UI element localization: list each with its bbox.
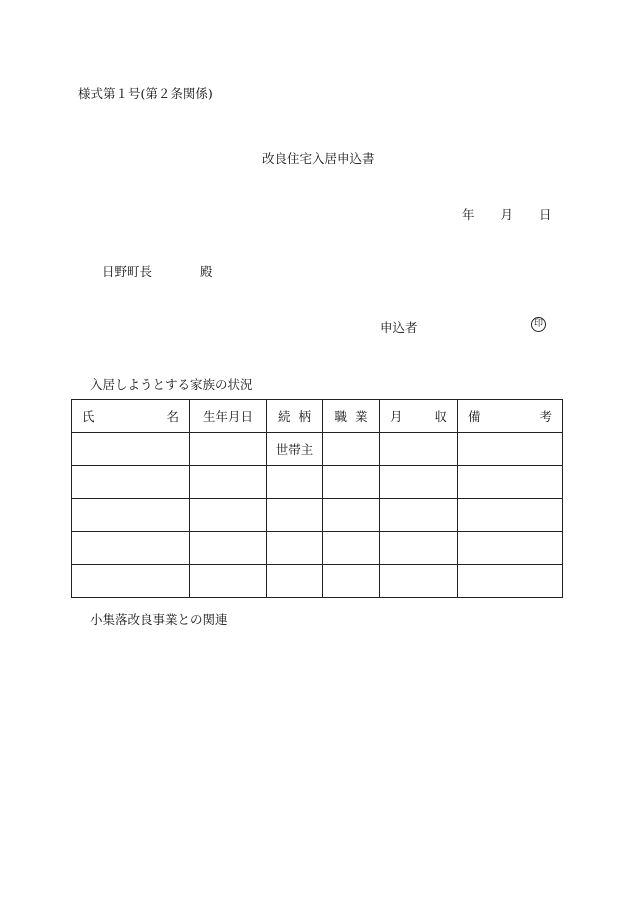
table-cell[interactable] [380,565,458,598]
header-name-char-1: 氏 [82,409,95,424]
header-relation-char-1: 続 [277,409,291,424]
header-name [72,400,190,433]
family-section-heading: 入居しようとする家族の状況 [90,377,253,392]
header-occupation [323,400,380,433]
related-section-heading: 小集落改良事業との関連 [90,612,228,627]
header-birthdate-label: 生年月日 [202,409,253,424]
table-cell[interactable] [72,532,190,565]
table-row [72,433,563,466]
form-number: 様式第１号(第２条関係) [78,86,213,101]
table-cell[interactable] [458,565,563,598]
date-line [462,205,552,223]
header-relation-char-2: 柄 [298,409,312,424]
header-relation [267,400,323,433]
table-cell[interactable] [380,532,458,565]
header-remarks [458,400,563,433]
addressee-name: 日野町長 [102,264,153,279]
table-cell[interactable] [323,532,380,565]
table-cell[interactable] [190,532,267,565]
table-cell[interactable] [190,565,267,598]
date-day-label: 日 [539,207,552,222]
table-cell[interactable] [380,466,458,499]
table-cell[interactable] [72,466,190,499]
table-header-row [72,400,563,433]
table-cell[interactable] [72,433,190,466]
table-cell[interactable] [267,466,323,499]
header-name-char-2: 名 [166,409,179,424]
family-table [71,399,563,598]
date-year-label: 年 [462,207,475,222]
date-month-label: 月 [500,207,514,222]
header-remarks-char-2: 考 [539,409,552,424]
applicant-label: 申込者 [380,320,418,335]
table-cell[interactable] [323,433,380,466]
addressee-honorific: 殿 [200,264,213,279]
addressee [102,262,213,280]
table-row [72,565,563,598]
table-cell[interactable] [323,466,380,499]
table-cell[interactable] [323,499,380,532]
table-cell[interactable] [190,433,267,466]
table-cell[interactable] [190,466,267,499]
table-cell[interactable] [267,565,323,598]
table-row [72,499,563,532]
family-table-body [72,400,563,598]
header-occupation-char-2: 業 [355,409,368,424]
table-cell[interactable] [190,499,267,532]
table-cell[interactable] [458,466,563,499]
document-title: 改良住宅入居申込書 [262,151,375,166]
header-income [380,400,458,433]
table-cell[interactable]: 世帯主 [267,433,323,466]
table-cell[interactable] [72,499,190,532]
table-cell[interactable] [323,565,380,598]
header-income-char-2: 収 [434,409,447,424]
header-income-char-1: 月 [390,409,403,424]
header-remarks-char-1: 備 [468,409,481,424]
table-cell[interactable] [72,565,190,598]
table-cell[interactable] [458,433,563,466]
table-cell[interactable] [267,499,323,532]
table-cell[interactable] [458,532,563,565]
seal-mark: 印 [531,317,546,332]
table-cell[interactable] [380,499,458,532]
header-occupation-char-1: 職 [334,409,347,424]
table-row [72,466,563,499]
header-birthdate [190,400,267,433]
table-cell[interactable] [380,433,458,466]
table-row [72,532,563,565]
table-cell[interactable] [267,532,323,565]
table-cell[interactable] [458,499,563,532]
